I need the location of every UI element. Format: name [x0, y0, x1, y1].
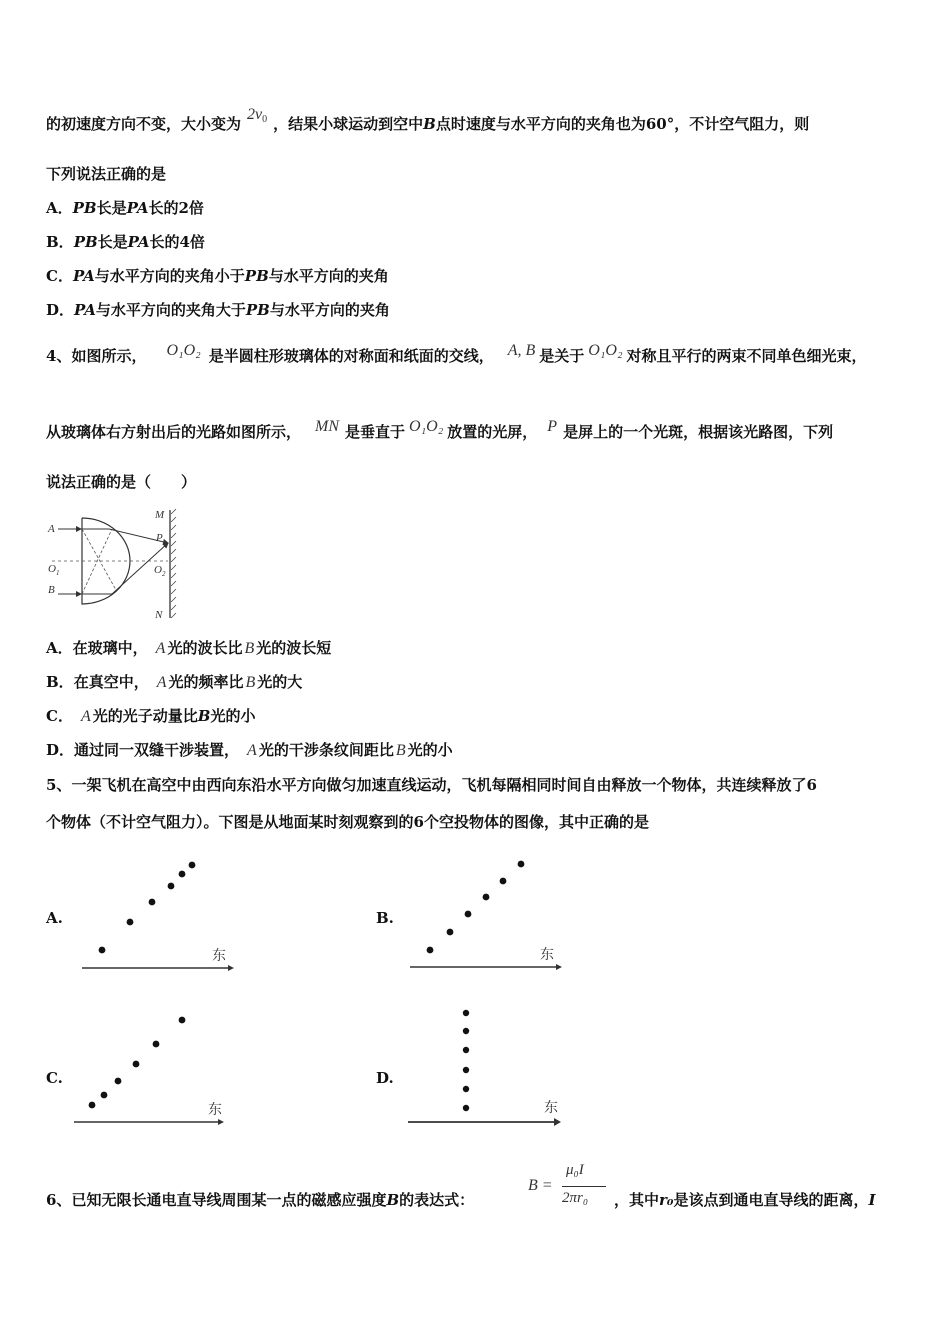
speed-2v0: $2v_0$ — [247, 106, 268, 125]
q3-option-c: C．PA与水平方向的夹角小于PB与水平方向的夹角 — [46, 267, 389, 285]
glass-lightpath-figure — [44, 506, 184, 624]
q5-figure-c — [70, 1010, 234, 1134]
q3-option-a: A．PB长是PA长的2倍 — [46, 199, 204, 217]
q5-line2: 个物体（不计空气阻力）。下图是从地面某时刻观察到的6个空投物体的图像，其中正确的是 — [46, 813, 649, 831]
q5-option-a-label: A. — [46, 909, 63, 927]
q4-line2: 从玻璃体右方射出后的光路如图所示， MN 是垂直于 O₁O₂ 放置的光屏， P 是屏上的一个光斑，根据该光路图，下列 — [46, 418, 834, 441]
q5-figure-a — [78, 852, 238, 976]
q4-line3: 说法正确的是（ ） — [46, 473, 197, 491]
axis-label-east: 东 — [212, 949, 226, 964]
label-a: A — [48, 523, 55, 535]
q6-line1-tail: ，其中r₀是该点到通电直导线的距离，I — [614, 1191, 876, 1209]
q5-option-c-label: C. — [46, 1069, 63, 1087]
q6-line1: 6、已知无限长通电直导线周围某一点的磁感应强度B的表达式： — [46, 1191, 475, 1209]
label-m: M — [155, 509, 165, 521]
q4-line1: 4、如图所示， O₁O₂ 是半圆柱形玻璃体的对称面和纸面的交线， A, B 是关于 O₁O₂ 对称且平行的两束不同单色细光束， — [46, 342, 867, 365]
q4-option-c: C． A 光的光子动量比B光的小 — [46, 707, 256, 725]
formula-b — [528, 1162, 612, 1216]
label-o1: $O_1$ — [48, 563, 60, 577]
q4-option-d: D．通过同一双缝干涉装置， A 光的干涉条纹间距比 B 光的小 — [46, 741, 453, 759]
q3-line1: 的初速度方向不变，大小变为$2v_0$ ，结果小球运动到空中B点时速度与水平方向的夹角也为60°，不计空气阻力，则 — [46, 106, 810, 133]
formula-numerator: μ₀I — [566, 1162, 584, 1178]
label-o2: $O_2$ — [154, 564, 166, 578]
label-p: P — [156, 532, 163, 544]
q3-line2: 下列说法正确的是 — [46, 165, 167, 183]
label-b: B — [48, 584, 55, 596]
formula-lhs: B = — [528, 1177, 553, 1194]
formula-denominator: 2πr₀ — [562, 1190, 589, 1206]
axis-label-east: 东 — [208, 1103, 222, 1118]
q5-option-b-label: B. — [376, 909, 394, 927]
q4-option-b: B．在真空中， A 光的频率比 B 光的大 — [46, 673, 303, 691]
formula-fraction-bar — [562, 1186, 606, 1187]
q3-option-b: B．PB长是PA长的4倍 — [46, 233, 205, 251]
q3-option-d: D．PA与水平方向的夹角大于PB与水平方向的夹角 — [46, 301, 390, 319]
q5-line1: 5、一架飞机在高空中由西向东沿水平方向做匀加速直线运动，飞机每隔相同时间自由释放一个物体，共连续释放了6 — [46, 776, 817, 794]
axis-label-east: 东 — [544, 1101, 558, 1116]
q5-option-d-label: D. — [376, 1069, 394, 1087]
label-n: N — [155, 609, 163, 621]
axis-label-east: 东 — [540, 948, 554, 963]
q5-figure-d — [404, 1004, 568, 1134]
q4-option-a: A．在玻璃中， A 光的波长比 B 光的波长短 — [46, 639, 332, 657]
q5-figure-b — [406, 852, 566, 976]
